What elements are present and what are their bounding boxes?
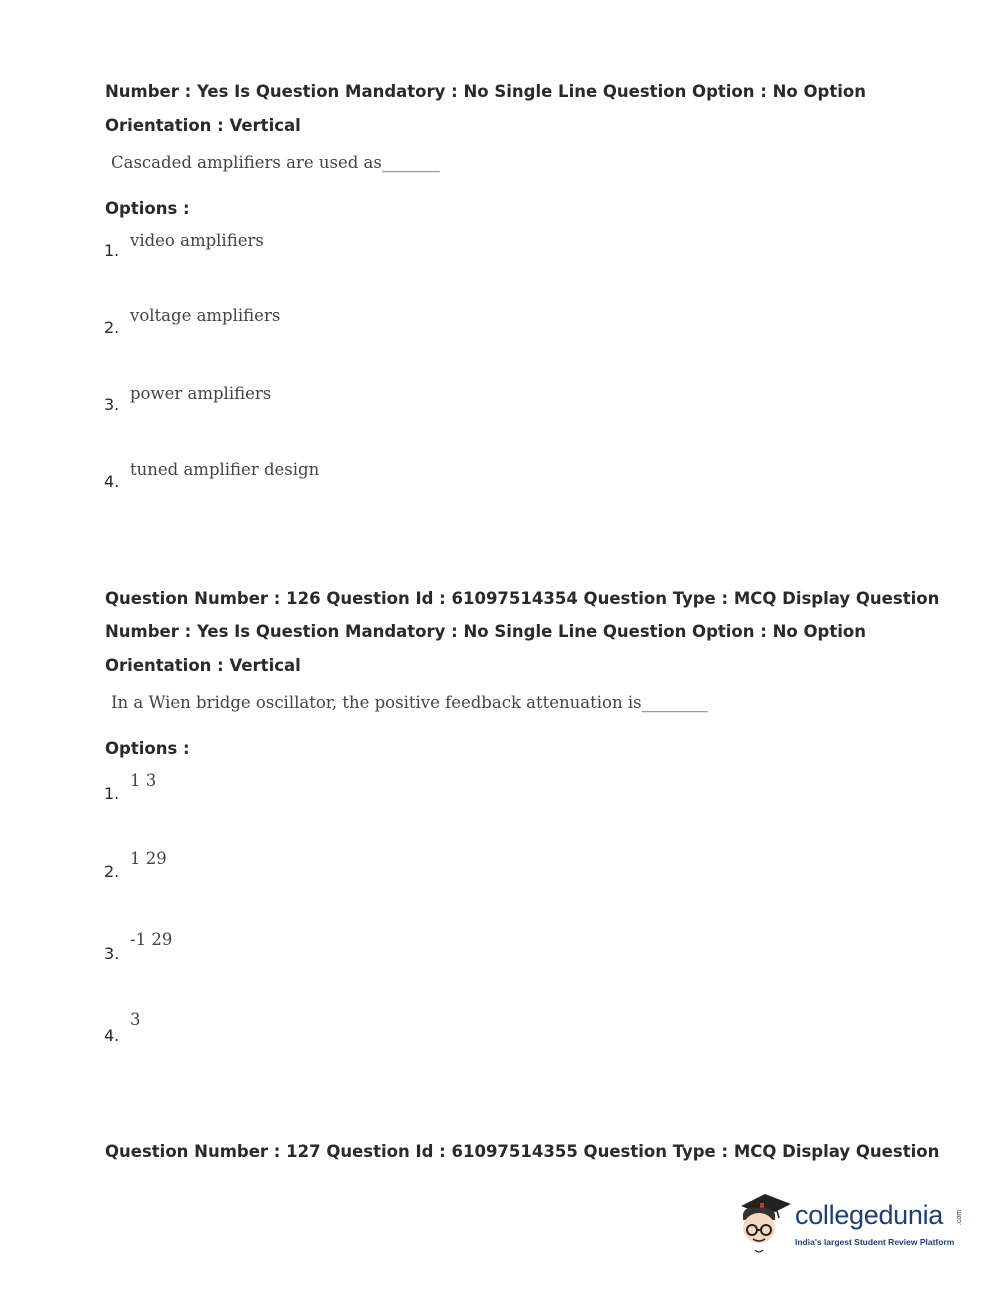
- collegedunia-logo: [735, 1188, 965, 1258]
- question-text: In a Wien bridge oscillator, the positive feedback attenuation is________: [111, 693, 708, 712]
- question-meta-line: Orientation : Vertical: [105, 656, 301, 675]
- option-number: 3.: [104, 395, 120, 414]
- option-number: 1.: [104, 784, 120, 803]
- logo-domain: .com: [956, 1209, 964, 1226]
- option-number: 4.: [104, 472, 120, 491]
- question-text: Cascaded amplifiers are used as_______: [111, 153, 440, 172]
- option-number: 4.: [104, 1026, 120, 1045]
- option-text: 1 29: [130, 849, 167, 868]
- question-meta-line: Number : Yes Is Question Mandatory : No Single Line Question Option : No Option: [105, 82, 866, 101]
- option-text: voltage amplifiers: [130, 306, 281, 325]
- logo-tagline: India's largest Student Review Platform: [795, 1237, 955, 1247]
- options-label: Options :: [105, 739, 190, 758]
- logo-wordmark: collegedunia: [795, 1200, 944, 1230]
- question-meta-line: Orientation : Vertical: [105, 116, 301, 135]
- option-text: power amplifiers: [130, 384, 272, 403]
- question-meta-line: Number : Yes Is Question Mandatory : No Single Line Question Option : No Option: [105, 622, 866, 641]
- option-number: 2.: [104, 318, 120, 337]
- option-number: 3.: [104, 944, 120, 963]
- option-number: 2.: [104, 862, 120, 881]
- question-meta-line: Question Number : 126 Question Id : 61097514354 Question Type : MCQ Display Question: [105, 589, 940, 608]
- option-text: video amplifiers: [130, 231, 264, 250]
- question-meta-line: Question Number : 127 Question Id : 61097514355 Question Type : MCQ Display Question: [105, 1142, 940, 1161]
- options-label: Options :: [105, 199, 190, 218]
- student-mascot-icon: [735, 1188, 795, 1258]
- option-text: -1 29: [130, 930, 173, 949]
- option-text: tuned amplifier design: [130, 460, 320, 479]
- option-text: 1 3: [130, 771, 157, 790]
- option-number: 1.: [104, 241, 120, 260]
- option-text: 3: [130, 1010, 141, 1029]
